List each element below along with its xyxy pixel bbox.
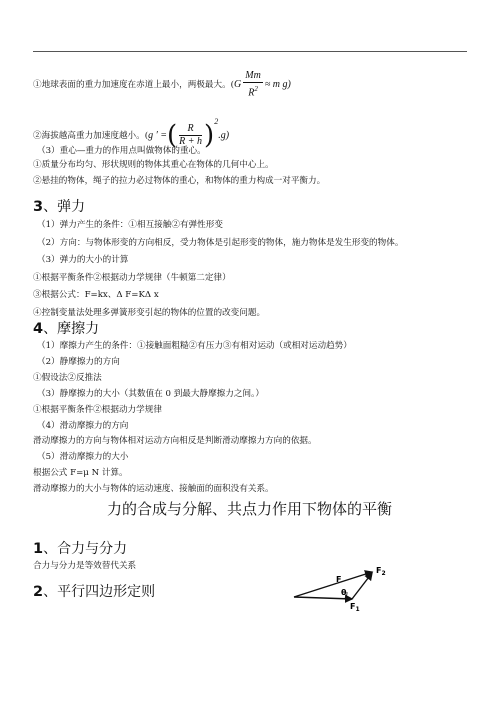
- label-F: F: [336, 575, 342, 584]
- section-heading-resultant: 1、合力与分力: [33, 541, 128, 557]
- friction-line: （4）滑动摩擦力的方向: [37, 420, 129, 431]
- label-theta: θ: [341, 588, 347, 597]
- gravity-center-heading: （3）重心—重力的作用点叫做物体的重心。: [37, 146, 206, 156]
- formula-g-equals: G $\frac{Mm}{R^2}$ ≈ m g): [234, 70, 291, 99]
- friction-line: 根据公式 F=μ N 计算。: [33, 468, 128, 479]
- elastic-line: ④控制变量法处理多弹簧形变引起的物体的位置的改变问题。: [33, 307, 266, 318]
- header-rule: [33, 51, 467, 52]
- friction-line: ①假设法②反推法: [33, 372, 102, 383]
- section-heading-elastic: 3、弹力: [33, 199, 86, 215]
- elastic-line: （1）弹力产生的条件：①相互接触②有弹性形变: [37, 220, 223, 230]
- elastic-line: ①根据平衡条件②根据动力学规律（牛顿第二定律）: [33, 272, 231, 283]
- section-heading-friction: 4、摩擦力: [33, 321, 100, 337]
- elastic-line: ③根据公式：F=kx、Δ F=KΔ x: [33, 290, 159, 300]
- gravity-item-1: ①地球表面的重力加速度在赤道上最小，两极最大。(G $\frac{Mm}{R^2}$ ≈ m g): [33, 70, 291, 99]
- elastic-line: （3）弹力的大小的计算: [37, 255, 129, 265]
- chapter-title: 力的合成与分解、共点力作用下物体的平衡: [106, 500, 392, 518]
- gravity-center-rule-1: ①质量分布均匀、形状规则的物体其重心在物体的几何中心上。: [33, 160, 274, 170]
- friction-line: 滑动摩擦力的大小与物体的运动速度、接触面的面积没有关系。: [33, 484, 274, 495]
- force-F1-arrow: [294, 597, 352, 599]
- resultant-force-F-arrow: [294, 572, 372, 597]
- section-heading-parallelogram: 2、平行四边形定则: [33, 584, 156, 600]
- label-F2: $F_2$: [376, 566, 386, 577]
- resultant-description: 合力与分力是等效替代关系: [33, 561, 137, 571]
- gravity-item-2: ②海拔越高重力加速度越小。(g ′ =( $\frac{R}{R + h}$ )$^2$.g): [33, 117, 230, 151]
- elastic-line: （2）方向：与物体形变的方向相反，受力物体是引起形变的物体，施力物体是发生形变的物体。: [37, 237, 404, 248]
- force-parallelogram-diagram: [290, 562, 390, 612]
- friction-line: （1）摩擦力产生的条件：①接触面粗糙②有压力③有相对运动（或相对运动趋势）: [37, 341, 352, 351]
- friction-line: ①根据平衡条件②根据动力学规律: [33, 404, 162, 415]
- label-F1: $F_1$: [350, 602, 360, 612]
- friction-line: 滑动摩擦力的方向与物体相对运动方向相反是判断滑动摩擦力方向的依据。: [33, 436, 317, 447]
- friction-line: （5）滑动摩擦力的大小: [37, 452, 129, 463]
- formula-g-prime: g ′ =( $\frac{R}{R + h}$ )$^2$.g): [148, 117, 230, 151]
- friction-line: （2）静摩擦力的方向: [37, 356, 120, 367]
- gravity-center-rule-2: ②悬挂的物体，绳子的拉力必过物体的重心，和物体的重力构成一对平衡力。: [33, 176, 326, 186]
- friction-line: （3）静摩擦力的大小（其数值在 0 到最大静摩擦力之间。）: [37, 388, 264, 399]
